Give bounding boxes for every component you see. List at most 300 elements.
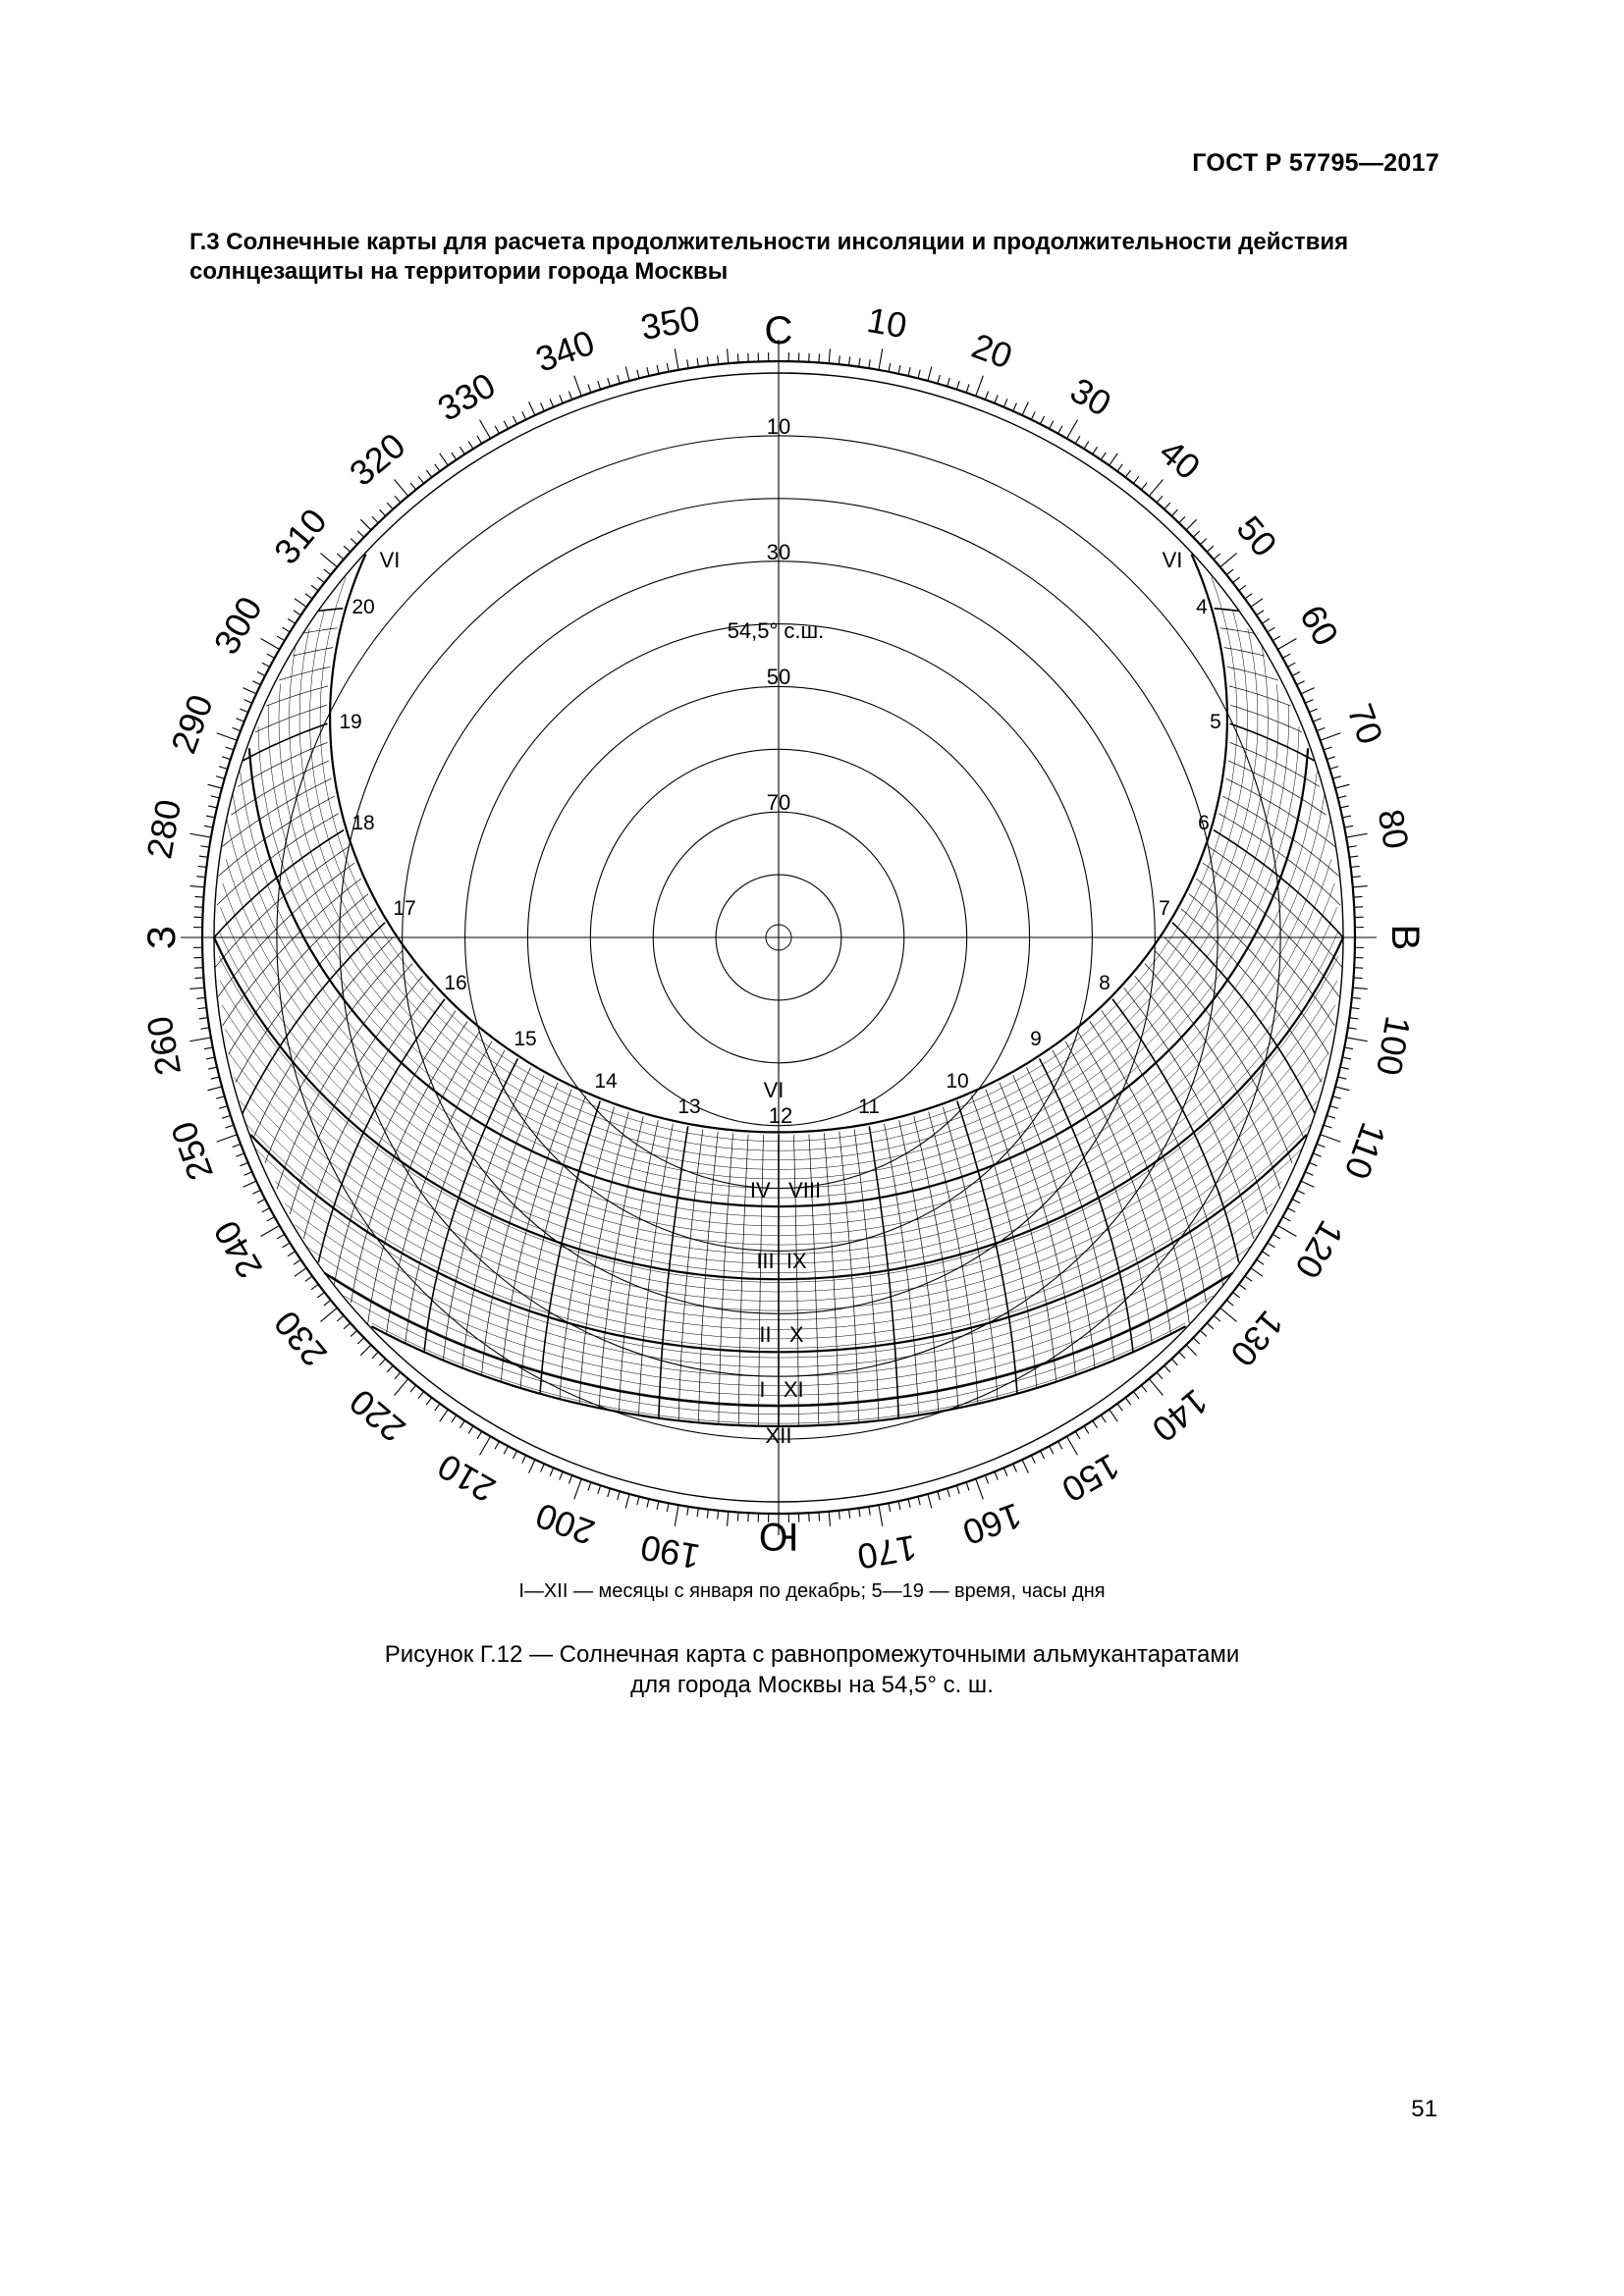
azimuth-tick [1141, 483, 1147, 490]
hour-label: 15 [514, 1028, 537, 1050]
azimuth-tick [1297, 1190, 1305, 1194]
azimuth-tick [460, 1420, 464, 1428]
azimuth-tick [435, 1404, 440, 1411]
azimuth-tick [1186, 1345, 1197, 1356]
azimuth-tick [1245, 1276, 1252, 1281]
azimuth-tick [283, 627, 291, 632]
azimuth-tick [194, 978, 203, 979]
azimuth-tick [1335, 784, 1349, 788]
azimuth-tick [657, 365, 659, 374]
azimuth-tick [1348, 1028, 1357, 1029]
azimuth-tick [1141, 1385, 1147, 1392]
azimuth-tick [1075, 1431, 1080, 1439]
hatch-line [1189, 894, 1329, 1054]
azimuth-tick [1164, 503, 1170, 509]
month-label: I XI [759, 1377, 804, 1402]
azimuth-tick [1075, 436, 1080, 444]
azimuth-label: 100 [1368, 1013, 1419, 1079]
azimuth-tick [305, 1276, 312, 1281]
azimuth-tick [1282, 1217, 1290, 1221]
hatch-line [520, 1095, 585, 1388]
caption-line-2: для города Москвы на 54,5° с. ш. [630, 1672, 994, 1698]
azimuth-tick [608, 378, 611, 387]
azimuth-label: 350 [637, 297, 703, 348]
azimuth-label: 60 [1292, 598, 1347, 653]
azimuth-label: 210 [430, 1446, 503, 1511]
azimuth-tick [560, 395, 563, 402]
azimuth-tick [233, 727, 241, 730]
azimuth-tick [829, 1512, 830, 1526]
azimuth-tick [295, 1268, 306, 1277]
azimuth-tick [1164, 1365, 1170, 1372]
azimuth-tick [1022, 401, 1028, 415]
hour-line [1230, 723, 1315, 761]
azimuth-tick [956, 381, 959, 390]
azimuth-tick [233, 1144, 241, 1147]
month-label: XII [765, 1423, 792, 1448]
azimuth-tick [204, 826, 213, 828]
azimuth-label: 280 [138, 796, 189, 862]
azimuth-tick [1171, 509, 1177, 516]
azimuth-tick [380, 1359, 386, 1365]
azimuth-tick [879, 1505, 883, 1526]
hatch-line [1196, 879, 1334, 1026]
azimuth-tick [305, 594, 312, 599]
azimuth-tick [351, 1330, 357, 1336]
hatch-line [217, 814, 339, 905]
azimuth-tick [625, 1494, 629, 1508]
azimuth-tick [1282, 654, 1290, 658]
hatch-line [1224, 648, 1265, 657]
azimuth-tick [1272, 1234, 1280, 1239]
azimuth-tick [1297, 681, 1305, 685]
azimuth-tick [1351, 1008, 1360, 1009]
azimuth-tick [1301, 1181, 1315, 1187]
azimuth-tick [495, 1441, 499, 1449]
azimuth-tick [1171, 1359, 1177, 1365]
azimuth-tick [1179, 516, 1185, 522]
hatch-line [232, 761, 330, 815]
azimuth-tick [1084, 1426, 1089, 1434]
azimuth-tick [1277, 639, 1296, 650]
azimuth-tick [480, 1436, 491, 1455]
azimuth-tick [869, 359, 870, 368]
azimuth-tick [196, 877, 205, 878]
azimuth-tick [647, 1499, 649, 1508]
hour-line [1215, 609, 1240, 612]
azimuth-tick [1354, 978, 1363, 979]
azimuth-tick [995, 395, 998, 402]
altitude-label: 30 [766, 540, 791, 564]
azimuth-tick [1287, 1208, 1295, 1212]
hatch-line [972, 1095, 1037, 1388]
azimuth-tick [219, 767, 228, 770]
azimuth-tick [1193, 1338, 1199, 1344]
azimuth-tick [1117, 464, 1122, 471]
azimuth-tick [477, 1431, 482, 1439]
azimuth-tick [311, 585, 318, 590]
azimuth-tick [976, 376, 984, 397]
azimuth-tick [1220, 554, 1237, 567]
azimuth-tick [956, 1485, 959, 1494]
azimuth-tick [1251, 599, 1263, 608]
hatch-line [1090, 1022, 1207, 1304]
azimuth-tick [1067, 420, 1078, 439]
azimuth-tick [707, 1510, 708, 1519]
azimuth-tick [1239, 585, 1246, 590]
azimuth-tick [1101, 453, 1106, 459]
azimuth-tick [435, 464, 440, 471]
azimuth-tick [344, 1323, 351, 1329]
azimuth-tick [267, 654, 275, 658]
azimuth-tick [598, 381, 601, 390]
azimuth-tick [208, 1087, 222, 1091]
azimuth-tick [1268, 1243, 1275, 1248]
azimuth-tick [222, 757, 231, 760]
azimuth-tick [418, 1392, 424, 1399]
hatch-line [293, 648, 333, 657]
azimuth-tick [440, 1410, 449, 1421]
azimuth-tick [283, 1243, 291, 1248]
azimuth-tick [468, 442, 473, 450]
azimuth-tick [849, 1510, 850, 1519]
azimuth-tick [1093, 447, 1098, 454]
azimuth-tick [206, 816, 215, 818]
azimuth-tick [189, 886, 204, 887]
azimuth-tick [1346, 833, 1368, 837]
hatch-line [501, 1090, 571, 1382]
azimuth-tick [898, 365, 900, 374]
azimuth-tick [697, 1508, 698, 1517]
hatch-line [266, 686, 328, 706]
azimuth-tick [1133, 476, 1139, 483]
azimuth-tick [387, 1365, 393, 1372]
azimuth-tick [1245, 594, 1252, 599]
azimuth-label: 70 [1339, 698, 1391, 750]
hour-label: 4 [1196, 596, 1208, 618]
azimuth-tick [728, 1512, 729, 1526]
azimuth-tick [1093, 1420, 1098, 1428]
azimuth-tick [849, 356, 850, 365]
azimuth-tick [1226, 569, 1233, 575]
azimuth-tick [947, 378, 950, 387]
azimuth-tick [1342, 816, 1351, 818]
hatch-line [1225, 778, 1335, 847]
azimuth-tick [1040, 1451, 1044, 1459]
azimuth-tick [1287, 663, 1295, 667]
azimuth-label: 260 [138, 1013, 189, 1079]
azimuth-label: 190 [637, 1526, 703, 1577]
azimuth-tick [1305, 700, 1313, 704]
azimuth-tick [1031, 411, 1035, 419]
azimuth-label: 330 [430, 364, 503, 429]
azimuth-tick [1349, 1018, 1358, 1019]
azimuth-tick [697, 358, 698, 367]
azimuth-tick [675, 1505, 678, 1526]
azimuth-tick [1117, 1404, 1122, 1411]
azimuth-tick [395, 1372, 401, 1379]
azimuth-tick [938, 375, 940, 384]
azimuth-tick [317, 1292, 324, 1298]
hatch-line [236, 909, 376, 1083]
hatch-line [223, 879, 361, 1026]
azimuth-label: 160 [957, 1495, 1027, 1554]
azimuth-tick [460, 447, 464, 454]
azimuth-tick [252, 681, 260, 685]
azimuth-tick [1346, 1038, 1368, 1041]
month-label: IV VIII [749, 1178, 822, 1202]
azimuth-tick [869, 1507, 870, 1516]
azimuth-tick [718, 1511, 719, 1520]
azimuth-tick [294, 1259, 300, 1264]
hatch-line [406, 1050, 505, 1343]
standard-header: ГОСТ Р 57795—2017 [1192, 149, 1439, 177]
azimuth-tick [966, 1482, 969, 1491]
azimuth-tick [236, 1153, 244, 1156]
azimuth-tick [189, 1038, 211, 1041]
azimuth-tick [219, 1106, 228, 1109]
azimuth-tick [395, 1379, 408, 1396]
azimuth-tick [529, 401, 535, 415]
azimuth-tick [598, 1485, 601, 1494]
azimuth-tick [395, 479, 408, 496]
azimuth-tick [938, 1491, 940, 1500]
azimuth-tick [216, 1096, 225, 1098]
azimuth-tick [452, 1415, 457, 1422]
azimuth-tick [522, 411, 526, 419]
azimuth-tick [1233, 577, 1240, 583]
hatch-line [222, 778, 332, 847]
hatch-line [1135, 976, 1268, 1214]
hour-label: 19 [339, 711, 362, 733]
azimuth-tick [889, 363, 891, 372]
azimuth-tick [625, 367, 629, 381]
azimuth-tick [1262, 618, 1270, 623]
azimuth-tick [568, 1475, 571, 1483]
azimuth-tick [200, 846, 209, 847]
azimuth-tick [360, 1345, 371, 1356]
azimuth-tick [618, 1491, 620, 1500]
azimuth-tick [320, 1308, 337, 1321]
month-label: II X [759, 1322, 804, 1347]
hour-label: 9 [1030, 1028, 1042, 1050]
azimuth-tick [200, 1028, 209, 1029]
azimuth-tick [618, 375, 620, 384]
month-label: VI [379, 548, 401, 572]
azimuth-tick [240, 709, 247, 713]
azimuth-tick [918, 1497, 920, 1506]
hour-label: 8 [1099, 972, 1110, 994]
azimuth-tick [1149, 479, 1163, 496]
south-label: Ю [758, 1515, 799, 1558]
azimuth-tick [1351, 866, 1360, 867]
hour-label: 14 [594, 1070, 618, 1093]
azimuth-tick [1338, 796, 1347, 798]
azimuth-tick [1326, 757, 1335, 760]
azimuth-tick [410, 1385, 416, 1392]
azimuth-tick [541, 1464, 545, 1471]
azimuth-tick [1186, 519, 1197, 530]
azimuth-tick [1157, 496, 1163, 503]
azimuth-tick [1179, 1352, 1185, 1358]
azimuth-tick [1013, 403, 1017, 411]
azimuth-tick [588, 384, 591, 393]
azimuth-tick [189, 833, 211, 837]
azimuth-tick [243, 1181, 256, 1187]
azimuth-tick [211, 796, 220, 798]
azimuth-tick [197, 1008, 206, 1009]
azimuth-tick [1220, 1308, 1237, 1321]
azimuth-tick [426, 470, 431, 477]
azimuth-tick [208, 784, 222, 788]
azimuth-tick [208, 806, 217, 808]
azimuth-tick [1292, 671, 1300, 675]
azimuth-tick [217, 733, 238, 741]
hatch-line [1229, 686, 1291, 706]
azimuth-tick [1329, 767, 1338, 770]
azimuth-tick [1340, 806, 1349, 808]
azimuth-tick [1301, 688, 1315, 694]
azimuth-tick [288, 1252, 296, 1256]
azimuth-tick [1313, 719, 1321, 721]
azimuth-tick [1251, 1268, 1263, 1277]
sun-chart [138, 297, 1427, 1585]
azimuth-tick [908, 1499, 910, 1508]
azimuth-tick [320, 554, 337, 567]
azimuth-tick [995, 1471, 998, 1479]
azimuth-tick [1353, 886, 1368, 887]
azimuth-label: 50 [1228, 507, 1285, 564]
azimuth-tick [357, 1338, 363, 1344]
azimuth-tick [667, 1503, 669, 1512]
azimuth-tick [1257, 611, 1264, 615]
hatch-line [1164, 937, 1303, 1137]
azimuth-tick [240, 1162, 247, 1166]
azimuth-label: 170 [854, 1526, 920, 1577]
azimuth-tick [1050, 1446, 1054, 1454]
north-label: С [764, 309, 793, 352]
azimuth-tick [395, 496, 401, 503]
azimuth-tick [243, 688, 256, 694]
azimuth-tick [277, 1234, 285, 1239]
azimuth-tick [574, 1479, 582, 1500]
azimuth-tick [206, 1057, 215, 1059]
azimuth-tick [1058, 426, 1062, 434]
azimuth-tick [410, 483, 416, 490]
azimuth-tick [898, 1501, 900, 1510]
azimuth-tick [440, 454, 449, 465]
azimuth-tick [277, 636, 285, 641]
azimuth-tick [928, 367, 932, 381]
azimuth-tick [204, 1047, 213, 1049]
azimuth-tick [1326, 1115, 1335, 1118]
azimuth-label: 250 [162, 1116, 221, 1186]
azimuth-tick [550, 1468, 554, 1475]
azimuth-tick [426, 1398, 431, 1405]
west-label: З [140, 925, 184, 950]
azimuth-tick [1013, 1464, 1017, 1471]
azimuth-tick [1324, 747, 1332, 750]
section-title: Г.3 Солнечные карты для расчета продолжительности инсоляции и продолжительности действия солнцезащиты на территории города Москвы [189, 229, 1349, 285]
hatch-line [1181, 909, 1322, 1083]
azimuth-label: 120 [1287, 1213, 1352, 1286]
azimuth-tick [324, 1300, 331, 1306]
azimuth-tick [1003, 1468, 1007, 1475]
azimuth-tick [1125, 470, 1130, 477]
azimuth-tick [217, 1135, 238, 1143]
hour-label: 6 [1198, 812, 1210, 834]
azimuth-tick [1125, 1398, 1130, 1405]
azimuth-tick [829, 348, 830, 363]
azimuth-tick [1332, 776, 1341, 778]
azimuth-tick [1067, 1436, 1078, 1455]
azimuth-tick [918, 370, 920, 379]
azimuth-tick [1214, 1315, 1220, 1321]
azimuth-tick [261, 1226, 280, 1237]
azimuth-tick [1207, 546, 1214, 552]
hatch-line [1218, 814, 1340, 905]
hatch-line [1228, 761, 1326, 815]
azimuth-tick [1352, 997, 1361, 998]
azimuth-label: 310 [265, 501, 335, 572]
azimuth-tick [1262, 1252, 1270, 1256]
azimuth-tick [1257, 1259, 1264, 1264]
month-label: VI [1162, 548, 1183, 572]
azimuth-tick [225, 1125, 234, 1128]
month-label: III IX [756, 1249, 807, 1273]
hour-line [244, 723, 328, 761]
altitude-label: 10 [766, 414, 791, 439]
azimuth-tick [560, 1471, 563, 1479]
azimuth-tick [1292, 1199, 1300, 1202]
azimuth-label: 320 [342, 424, 413, 494]
east-label: В [1383, 924, 1427, 951]
azimuth-tick [1050, 421, 1054, 429]
azimuth-tick [574, 376, 582, 397]
azimuth-tick [1084, 442, 1089, 450]
azimuth-label: 220 [342, 1381, 413, 1451]
azimuth-tick [1149, 1379, 1163, 1396]
azimuth-tick [879, 348, 883, 370]
azimuth-tick [504, 1446, 508, 1454]
azimuth-label: 30 [1063, 369, 1118, 424]
hatch-line [254, 937, 394, 1137]
hour-label: 18 [352, 812, 375, 834]
azimuth-tick [244, 700, 252, 704]
azimuth-tick [1344, 1047, 1353, 1049]
azimuth-tick [337, 1315, 344, 1321]
azimuth-tick [550, 399, 554, 406]
azimuth-tick [1022, 1460, 1028, 1473]
azimuth-label: 130 [1222, 1303, 1292, 1374]
azimuth-tick [267, 1217, 275, 1221]
azimuth-tick [1309, 709, 1317, 713]
azimuth-tick [199, 1018, 208, 1019]
azimuth-tick [985, 392, 988, 400]
hour-label: 10 [946, 1070, 969, 1093]
azimuth-tick [1317, 1144, 1325, 1147]
azimuth-tick [1329, 1106, 1338, 1109]
azimuth-tick [208, 1067, 217, 1069]
azimuth-tick [889, 1503, 891, 1512]
hour-label: 17 [393, 897, 416, 920]
month-label: VI [763, 1078, 785, 1102]
azimuth-tick [1349, 856, 1358, 857]
azimuth-tick [859, 358, 860, 367]
hatch-line [265, 950, 403, 1163]
azimuth-tick [1340, 1067, 1349, 1069]
azimuth-tick [859, 1508, 860, 1517]
